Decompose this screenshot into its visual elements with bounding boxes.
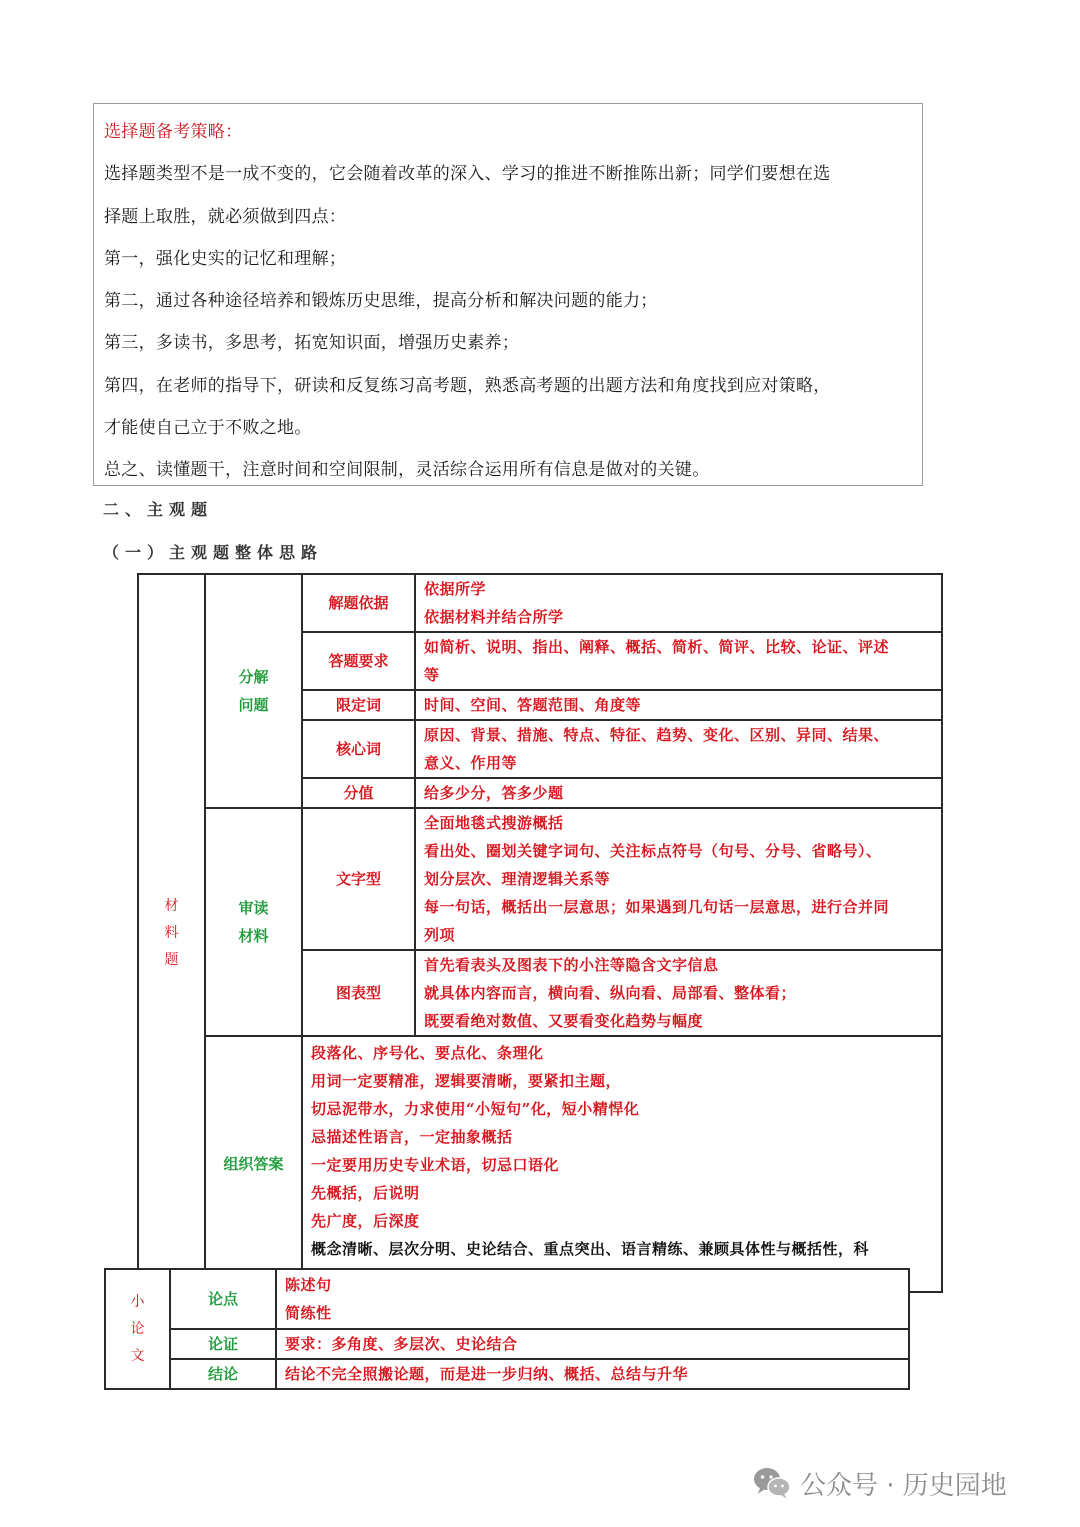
strategy-line: 选择题类型不是一成不变的，它会随着改革的深入、学习的推进不断推陈出新；同学们要想在选 [104, 164, 831, 185]
row-key: 文字型 [302, 808, 415, 950]
strategy-line: 总之、读懂题干，注意时间和空间限制，灵活综合运用所有信息是做对的关键。 [104, 460, 710, 481]
row-key: 论证 [170, 1329, 276, 1359]
row-key: 核心词 [302, 720, 415, 778]
watermark [752, 1463, 1007, 1503]
group-label-decompose: 分解问题 [238, 668, 269, 714]
subsection-heading: （一）主观题整体思路 [103, 543, 324, 562]
row-content [415, 778, 942, 808]
strategy-line: 才能使自己立于不败之地。 [104, 418, 312, 439]
strategy-line: 择题上取胜，就必须做到四点： [104, 206, 347, 227]
content-line: 段落化、序号化、要点化、条理化 [311, 1044, 544, 1062]
material-question-table [137, 573, 943, 1293]
strategy-line: 第二，通过各种途径培养和锻炼历史思维，提高分析和解决问题的能力； [104, 291, 658, 312]
row-content [276, 1269, 909, 1329]
row-content [415, 632, 942, 690]
essay-question-table [104, 1268, 910, 1390]
strategy-title: 选择题备考策略： [104, 122, 243, 142]
content-line: 陈述句 [285, 1276, 332, 1294]
row-key: 限定词 [302, 690, 415, 720]
category-material-question [138, 574, 205, 1292]
wechat-icon [752, 1466, 792, 1500]
content-line: 先广度，后深度 [311, 1212, 420, 1230]
content-line: 依据材料并结合所学 [424, 608, 564, 626]
content-line: 结论不完全照搬论题，而是进一步归纳、概括、总结与升华 [285, 1365, 689, 1383]
row-content [415, 690, 942, 720]
content-line: 每一句话，概括出一层意思；如果遇到几句话一层意思，进行合并同 [424, 898, 890, 916]
category-char: 文 [130, 1347, 145, 1364]
content-line: 给多少分，答多少题 [424, 784, 564, 802]
row-key: 答题要求 [302, 632, 415, 690]
content-line: 用词一定要精准，逻辑要清晰，要紧扣主题， [311, 1072, 622, 1090]
content-line: 等 [424, 666, 440, 684]
category-essay [105, 1269, 170, 1389]
content-line: 首先看表头及图表下的小注等隐含文字信息 [424, 956, 719, 974]
content-line: 简练性 [285, 1304, 332, 1322]
group-label-review: 审读材料 [238, 899, 269, 945]
category-char: 料 [164, 924, 179, 941]
content-line: 全面地毯式搜游概括 [424, 814, 564, 832]
content-line: 看出处、圈划关键字词句、关注标点符号（句号、分号、省略号）、 [424, 842, 882, 860]
category-char: 材 [164, 897, 179, 914]
content-line: 列项 [424, 926, 456, 944]
content-line: 划分层次、理清逻辑关系等 [424, 870, 611, 888]
content-line: 原因、背景、措施、特点、特征、趋势、变化、区别、异同、结果、 [424, 726, 890, 744]
row-key: 论点 [170, 1269, 276, 1329]
group-organize: 组织答案 [205, 1036, 302, 1292]
content-line: 切忌泥带水，力求使用“小短句”化，短小精悍化 [311, 1100, 640, 1118]
row-content [276, 1359, 909, 1389]
content-line: 依据所学 [424, 580, 487, 598]
row-key: 解题依据 [302, 574, 415, 632]
category-char: 题 [164, 951, 179, 968]
content-line: 意义、作用等 [424, 754, 518, 772]
row-key: 图表型 [302, 950, 415, 1036]
watermark-text: 公众号 · 历史园地 [800, 1470, 1007, 1501]
row-content [415, 720, 942, 778]
organize-content [302, 1036, 942, 1292]
strategy-line: 第一，强化史实的记忆和理解； [104, 248, 347, 269]
strategy-box [93, 103, 923, 486]
content-line: 忌描述性语言，一定抽象概括 [311, 1128, 513, 1146]
category-char: 论 [130, 1320, 145, 1337]
row-key: 分值 [302, 778, 415, 808]
row-content [415, 950, 942, 1036]
category-char: 小 [130, 1293, 145, 1310]
row-key: 结论 [170, 1359, 276, 1389]
section-heading: 二、主观题 [103, 500, 214, 519]
content-line: 概念清晰、层次分明、史论结合、重点突出、语言精练、兼顾具体性与概括性，科 [311, 1240, 870, 1258]
content-line: 如简析、说明、指出、阐释、概括、简析、简评、比较、论证、评述 [424, 638, 890, 656]
strategy-line: 第四，在老师的指导下，研读和反复练习高考题，熟悉高考题的出题方法和角度找到应对策略， [104, 375, 831, 396]
group-decompose [205, 574, 302, 808]
group-review [205, 808, 302, 1036]
content-line: 一定要用历史专业术语，切忌口语化 [311, 1156, 560, 1174]
content-line: 既要看绝对数值、又要看变化趋势与幅度 [424, 1012, 704, 1030]
strategy-line: 第三，多读书，多思考，拓宽知识面，增强历史素养； [104, 333, 520, 354]
content-line: 时间、空间、答题范围、角度等 [424, 696, 642, 714]
content-line: 就具体内容而言，横向看、纵向看、局部看、整体看； [424, 984, 797, 1002]
row-content [276, 1329, 909, 1359]
row-content [415, 808, 942, 950]
row-content [415, 574, 942, 632]
content-line: 先概括，后说明 [311, 1184, 420, 1202]
content-line: 要求：多角度、多层次、史论结合 [285, 1335, 518, 1353]
